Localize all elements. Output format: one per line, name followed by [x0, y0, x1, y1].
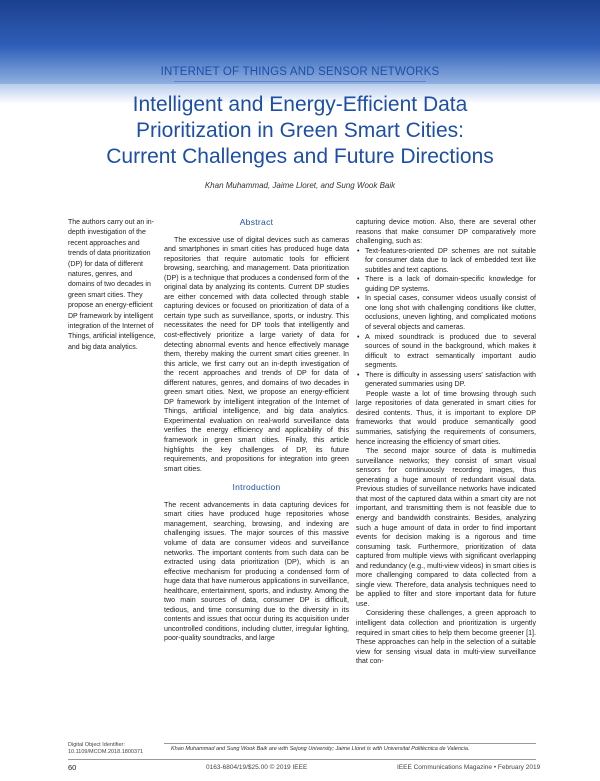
- paragraph: The second major source of data is multimedia surveillance networks; they consist of smart visual sensors for continuously recording images, thus generating a huge amount of redundant visual data. Previous studies of surveillance networks have indicated that most of the captured data within a smart city are not important, and transmitting them is not feasible due to energy and bandwidth constraints. Besides, analyzing such a huge amount of data in order to find important events for decision making is a rigorous and time consuming task. Furthermore, prioritization of data captured from multiple views with significant overlapping and redundancy (e.g., multi-view videos) in smart cities is more challenging compared to data collected from a single view. Therefore, data analysis techniques need to be applied to filter and store important data for future use.: [356, 447, 536, 608]
- footer-rule: [68, 759, 536, 760]
- paragraph: Considering these challenges, a green approach to intelligent data collection and prioritization is urgently required in smart cities to help them become greener [1]. These approaches can help in the selection of a suitable view for sensing visual data in multi-view surveillance that con-: [356, 609, 536, 666]
- abstract-text: The excessive use of digital devices such as cameras and smartphones in smart cities has produced huge data repositories that require automatic tools for efficient browsing, searching, and management. Data prioritization (DP) is a technique that produces a condensed form of the original data by analyzing its contents. Current DP studies are either concerned with data collected through stable capturing devices or focused on prioritization of data of a certain type such as surveillance, sports, or industry. This necessitates the need for DP tools that intelligently and cost-effectively prioritize a large variety of data for detecting abnormal events and hence effectively manage them, thereby making the current smart cities greener. In this article, we first carry out an in-depth investigation of the recent approaches and trends of DP for data of different natures, genres, and domains of two decades in green smart cities. Next, we propose an energy-efficient DP framework by intelligent integration of the Internet of Things, artificial intelligence, and big data analytics. Experimental evaluation on real-world surveillance data verifies the energy efficiency and applicability of this framework in green smart cities. Finally, this article highlights the key challenges of DP, its future requirements, and propositions for integration into green smart cities.: [164, 235, 349, 473]
- page-number: 60: [68, 763, 77, 772]
- list-item: • There is a lack of domain-specific knowledge for guiding DP systems.: [356, 275, 536, 294]
- section-label: INTERNET OF THINGS AND SENSOR NETWORKS: [160, 66, 440, 78]
- intro-heading: Introduction: [232, 482, 281, 493]
- challenge-list: [356, 247, 536, 390]
- paragraph: People waste a lot of time browsing through such large repositories of data generated in smart cities for desired contents. Thus, it is important to explore DP frameworks that would produce semantically good summaries, satisfying the requirements of consumers, hence increasing the efficiency of smart cities.: [356, 389, 536, 446]
- abstract-heading: Abstract: [239, 217, 274, 227]
- column-right: [356, 218, 536, 667]
- title-line: Intelligent and Energy-Efficient Data: [132, 93, 468, 116]
- column-left: [164, 218, 349, 644]
- issn: 0163-6804/19/$25.00 © 2019 IEEE: [206, 764, 308, 771]
- journal-name: IEEE Communications Magazine • February 2019: [397, 764, 541, 771]
- title-line: Prioritization in Green Smart Cities:: [136, 119, 464, 142]
- list-item: • In special cases, consumer videos usually consist of one long shot with challenging conditions like clutter, occlusions, uneven lighting, and complicated motions of several objects and cameras.: [356, 294, 536, 332]
- list-item: • Text-features-oriented DP schemes are not suitable for consumer data due to lack of embedded text like subtitles and text captions.: [356, 247, 536, 276]
- footnote: Khan Muhammad and Sung Wook Baik are with Sejong University; Jaime Lloret is with Universitat Politècnica de Valencia.: [171, 746, 470, 752]
- doi: Digital Object Identifier: 10.1109/MCOM.2018.1800371: [68, 742, 144, 755]
- list-item: • A mixed soundtrack is produced due to several sources of sound in the background, which makes it difficult to extract semantically important audio segments.: [356, 333, 536, 371]
- article-title: [40, 92, 560, 170]
- footnote-rule: [164, 743, 536, 744]
- sidebar-summary: The authors carry out an in-depth investigation of the recent approaches and trends of data prioritization (DP) for data of different natures, genres, and domains of two decades in green smart cities. They propose an energy-efficient DP framework by intelligent integration of the Internet of Things, artificial intelligence, and big data analytics.: [68, 219, 156, 351]
- title-line: Current Challenges and Future Directions: [106, 145, 494, 168]
- list-item: • There is difficulty in assessing users' satisfaction with generated summaries using DP.: [356, 371, 536, 390]
- intro-text: The recent advancements in data capturing devices for smart cities have produced huge repositories whose management, searching, browsing, and indexing are challenging issues. The major sources of this massive volume of data are consumer videos and surveillance networks. The important contents from such data can be extracted using data prioritization (DP), which is an effective mechanism for producing a condensed form of huge data that have numerous applications in surveillance, healthcare, entertainment, sports, and industry. Among the two main sources of data, consumer DP is difficult, tedious, and time consuming due to the diversity in its contents and issues that occur during its acquisition under uncontrolled conditions, including clutter, irregular lighting, poor-quality soundtracks, and large: [164, 500, 349, 643]
- authors: Khan Muhammad, Jaime Lloret, and Sung Wook Baik: [204, 181, 396, 190]
- col2-intro: capturing device motion. Also, there are several other reasons that make consumer DP comparatively more challenging, such as:: [356, 218, 536, 246]
- section-rule: [174, 81, 426, 82]
